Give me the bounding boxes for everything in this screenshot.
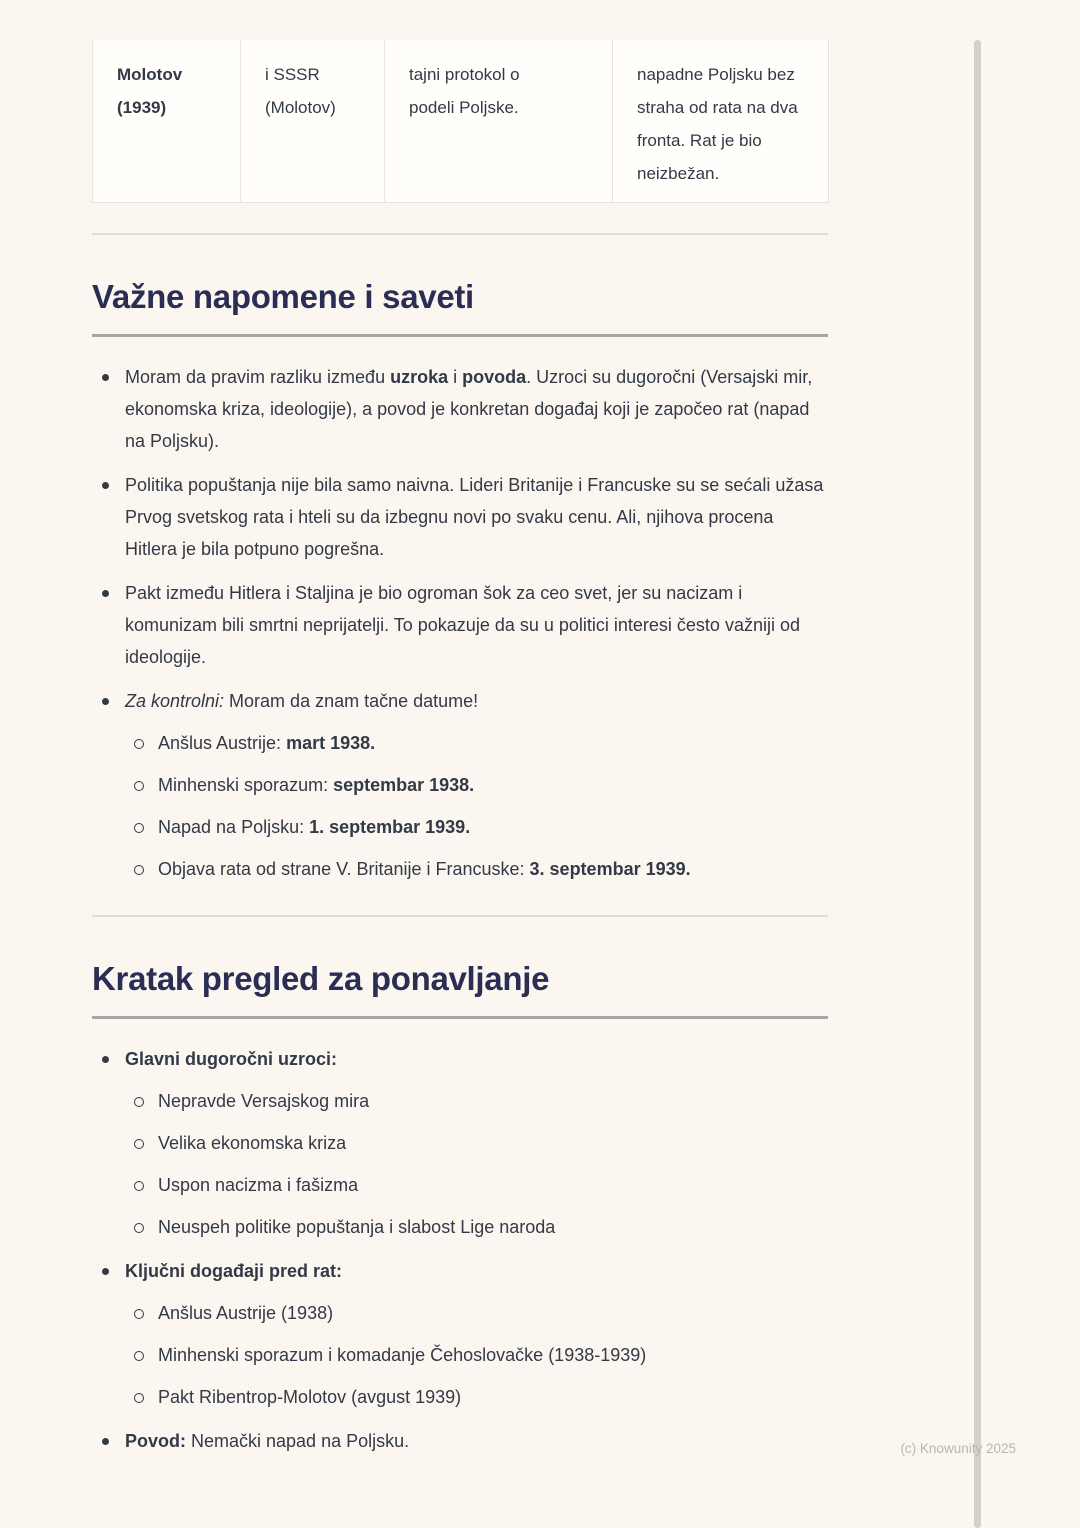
- sub-bullet-text: [158, 1127, 828, 1159]
- bullet-text: [125, 1255, 828, 1287]
- text-segment: septembar 1938.: [333, 775, 475, 795]
- text-segment: Neuspeh politike popuštanja i slabost Lige naroda: [158, 1217, 556, 1237]
- sub-bullet-item: [125, 811, 828, 843]
- bullet-list: [92, 361, 828, 885]
- sub-bullet-item: [125, 1297, 828, 1329]
- bullet-text: [125, 361, 828, 457]
- text-segment: uzroka: [390, 367, 449, 387]
- section-title: Kratak pregled za ponavljanje: [92, 960, 550, 997]
- bullet-item: [92, 577, 828, 673]
- text-segment: Politika popuštanja nije bila samo naivna. Lideri Britanije i Francuske su se sećali užasa Prvog svetskog rata i hteli su da izbegnu novi po svaku cenu. Ali, njihova procena Hitlera je bila potpuno pogrešna.: [125, 475, 824, 559]
- sub-bullet-list: [125, 727, 828, 885]
- bullet-text: [125, 1425, 828, 1457]
- table-cell-2: [385, 40, 613, 203]
- text-segment: povoda: [462, 367, 527, 387]
- sub-bullet-item: [125, 853, 828, 885]
- bullet-item: [92, 1425, 828, 1457]
- sub-bullet-item: [125, 727, 828, 759]
- text-segment: Za kontrolni:: [125, 691, 225, 711]
- text-segment: Anšlus Austrije (1938): [158, 1303, 334, 1323]
- text-segment: Pakt između Hitlera i Staljina je bio ogroman šok za ceo svet, jer su nacizam i komunizam bili smrtni neprijatelji. To pokazuje da su u politici interesi često važniji od ideologije.: [125, 583, 800, 667]
- text-segment: Nepravde Versajskog mira: [158, 1091, 370, 1111]
- sub-bullet-text: [158, 1339, 828, 1371]
- sub-bullet-item: [125, 1381, 828, 1413]
- heading-underline: [92, 334, 828, 337]
- bullet-text: [125, 469, 828, 565]
- sub-bullet-text: [158, 1169, 828, 1201]
- sub-bullet-text: [158, 1085, 828, 1117]
- content-area: [92, 40, 828, 1469]
- text-segment: Minhenski sporazum:: [158, 775, 334, 795]
- sub-bullet-item: [125, 1211, 828, 1243]
- sub-bullet-list: [125, 1085, 828, 1243]
- sub-bullet-text: [158, 1211, 828, 1243]
- text-segment: Glavni dugoročni uzroci:: [125, 1049, 338, 1069]
- text-segment: Uspon nacizma i fašizma: [158, 1175, 359, 1195]
- text-segment: . Uzroci su dugoročni (Versajski mir, ekonomska kriza, ideologije), a povod je konkretan događaj koji je započeo rat (napad na Poljsku).: [125, 367, 813, 451]
- bullet-item: [92, 361, 828, 457]
- table-cell-1: [241, 40, 385, 203]
- sub-bullet-text: [158, 853, 828, 885]
- section-divider: [92, 233, 828, 235]
- text-segment: mart 1938.: [286, 733, 376, 753]
- text-segment: 3. septembar 1939.: [529, 859, 691, 879]
- sub-bullet-text: [158, 727, 828, 759]
- bullet-text: [125, 577, 828, 673]
- table-cell-3: [613, 40, 829, 203]
- text-segment: 1. septembar 1939.: [309, 817, 471, 837]
- table-cell-0: [93, 40, 241, 203]
- sub-bullet-list: [125, 1297, 828, 1413]
- sub-bullet-text: [158, 1381, 828, 1413]
- sub-bullet-item: [125, 769, 828, 801]
- sub-bullet-text: [158, 1297, 828, 1329]
- table-cell-text: napadne Poljsku bez straha od rata na dva fronta. Rat je bio neizbežan.: [637, 65, 798, 183]
- text-segment: Nemački napad na Poljsku.: [186, 1431, 410, 1451]
- sub-bullet-text: [158, 769, 828, 801]
- text-segment: Povod:: [125, 1431, 186, 1451]
- text-segment: Anšlus Austrije:: [158, 733, 287, 753]
- table-cell-text: tajni protokol o podeli Poljske.: [409, 65, 520, 117]
- sections-container: [92, 233, 828, 1457]
- text-segment: Velika ekonomska kriza: [158, 1133, 347, 1153]
- summary-table: [92, 40, 829, 203]
- text-segment: Moram da pravim razliku između: [125, 367, 391, 387]
- watermark: (c) Knowunity 2025: [900, 1441, 1016, 1456]
- text-segment: i: [448, 367, 463, 387]
- text-segment: Objava rata od strane V. Britanije i Francuske:: [158, 859, 530, 879]
- bullet-list: [92, 1043, 828, 1457]
- sub-bullet-item: [125, 1339, 828, 1371]
- table-row: [93, 40, 829, 203]
- bullet-item: [92, 469, 828, 565]
- text-segment: Napad na Poljsku:: [158, 817, 310, 837]
- text-segment: Pakt Ribentrop-Molotov (avgust 1939): [158, 1387, 462, 1407]
- section-title: Važne napomene i saveti: [92, 278, 474, 315]
- text-segment: Minhenski sporazum i komadanje Čehoslovačke (1938-1939): [158, 1345, 647, 1365]
- bullet-item: [92, 1255, 828, 1413]
- section-divider: [92, 915, 828, 917]
- sub-bullet-item: [125, 1085, 828, 1117]
- bullet-text: [125, 1043, 828, 1075]
- bullet-item: [92, 685, 828, 885]
- scrollbar[interactable]: [974, 40, 981, 1528]
- sub-bullet-text: [158, 811, 828, 843]
- table-cell-text: Molotov (1939): [117, 65, 183, 117]
- sub-bullet-item: [125, 1169, 828, 1201]
- bullet-text: [125, 685, 828, 717]
- summary-table-body: [93, 40, 829, 203]
- scrollbar-thumb[interactable]: [974, 40, 981, 1528]
- text-segment: Ključni događaji pred rat:: [125, 1261, 343, 1281]
- table-cell-text: i SSSR (Molotov): [265, 65, 336, 117]
- sub-bullet-item: [125, 1127, 828, 1159]
- bullet-item: [92, 1043, 828, 1243]
- heading-underline: [92, 1016, 828, 1019]
- text-segment: Moram da znam tačne datume!: [224, 691, 479, 711]
